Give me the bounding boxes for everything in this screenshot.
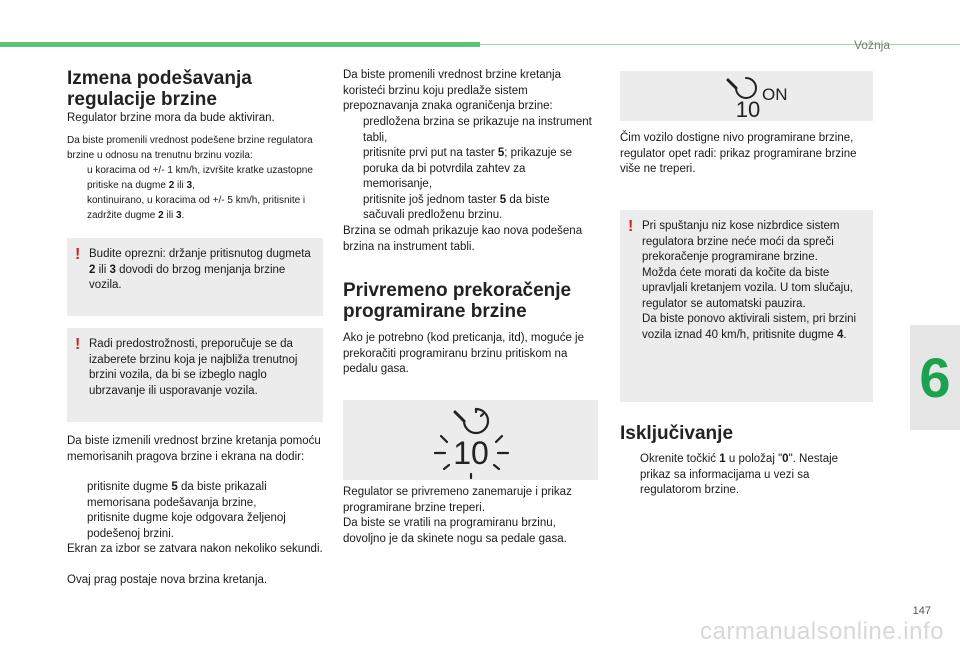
speedometer-icon: [620, 71, 873, 121]
proposal-list: [343, 115, 593, 224]
warning-box-3: [620, 210, 873, 402]
small-intro: Da biste promenili vrednost podešene brzine regulatora brzine u odnosu na trenutnu brzinu vozila:: [67, 135, 313, 161]
off-list: [620, 452, 860, 499]
list-item: kontinuirano, u koracima od +/- 5 km/h, pritisnite i zadržite dugme 2 ili 3.: [87, 195, 306, 221]
list-item: pritisnite još jednom taster 5 da biste sačuvali predloženu brzinu.: [363, 193, 550, 221]
title-iskljucivanje: Isključivanje: [620, 423, 734, 444]
chapter-tab: [910, 325, 960, 430]
warning-box-2: [67, 328, 323, 422]
speed-display-blinking: [343, 400, 598, 480]
page-number: 147: [912, 605, 931, 617]
outro-1: Ekran za izbor se zatvara nakon nekoliko sekundi.: [67, 543, 323, 555]
outro-2: Ovaj prag postaje nova brzina kretanja.: [67, 574, 268, 586]
warning-box-1: [67, 238, 323, 316]
col2-intro: Da biste promenili vrednost brzine kretanja koristeći brzinu koju predlaže sistem prepoznavanja znaka ograničenja brzine:: [343, 69, 561, 112]
list-item: u koracima od +/- 1 km/h, izvršite kratke uzastopne pritiske na dugme 2 ili 3,: [87, 165, 313, 191]
speed-value: 10: [453, 435, 489, 471]
status-on: ON: [762, 85, 788, 104]
watermark: carmanualsonline.info: [700, 618, 944, 645]
speed-display-on: [620, 71, 873, 121]
warning-icon: !: [75, 336, 81, 353]
small-list: [67, 163, 323, 223]
body-intro: Da biste izmenili vrednost brzine kretanja pomoću memorisanih pragova brzine i ekrana na dodir:: [67, 435, 321, 463]
memorised-list: [67, 480, 323, 542]
intro-text: Regulator brzine mora da bude aktiviran.: [67, 112, 275, 124]
warning-icon: !: [628, 218, 634, 235]
section-label: Vožnja: [853, 38, 890, 52]
warning-text: Budite oprezni: držanje pritisnutog dugmeta 2 ili 3 dovodi do brzog menjanja brzine vozila.: [89, 248, 311, 291]
col2-after-1: Regulator se privremeno zanemaruje i prikaz programirane brzine treperi.: [343, 486, 572, 514]
col2-para: Ako je potrebno (kod preticanja, itd), moguće je prekoračiti programiranu brzinu pritiskom na pedalu gasa.: [343, 332, 584, 375]
warning-text: Pri spuštanju niz kose nizbrdice sistem regulatora brzine neće moći da spreči prekoračenje programirane brzine. Možda ćete morati da kočite da biste upravljali kretanjem vozila. U tom slučaju, regulator se automatski pauzira. Da biste ponovo aktivirali sistem, pri brzini vozila iznad 40 km/h, pritisnite dugme 4.: [642, 220, 857, 341]
col2-after-2: Da biste se vratili na programiranu brzinu, dovoljno je da skinete nogu sa pedale gasa.: [343, 517, 567, 545]
list-item: predložena brzina se prikazuje na instrument tabli,: [363, 116, 592, 144]
list-item: Okrenite točkić 1 u položaj "0". Nestaje prikaz sa informacijama u vezi sa regulatorom brzine.: [640, 453, 839, 496]
speed-value: 10: [735, 97, 761, 121]
list-item: pritisnite dugme koje odgovara željenoj podešenoj brzini.: [87, 512, 286, 540]
col2-outro: Brzina se odmah prikazuje kao nova podešena brzina na instrument tabli.: [343, 225, 583, 253]
title-privremeno: Privremeno prekoračenje programirane brzine: [343, 280, 572, 322]
speedometer-icon: [343, 400, 598, 480]
chapter-number: 6: [919, 346, 951, 409]
list-item: pritisnite prvi put na taster 5; prikazuje se poruka da bi potvrdila zahtev za memorisanje,: [363, 147, 573, 190]
title-izmena: Izmena podešavanja regulacije brzine: [67, 68, 252, 110]
col3-para: Čim vozilo dostigne nivo programirane brzine, regulator opet radi: prikaz programirane brzine više ne treperi.: [620, 132, 857, 175]
warning-text: Radi predostrožnosti, preporučuje se da izaberete brzinu koja je najbliža trenutnoj brzini vozila, da bi se izbeglo naglo ubrzavanje ili usporavanje vozila.: [89, 338, 298, 397]
list-item: pritisnite dugme 5 da biste prikazali memorisana podešavanja brzine,: [87, 481, 267, 509]
header-accent-bar: [0, 42, 480, 47]
warning-icon: !: [75, 246, 81, 263]
